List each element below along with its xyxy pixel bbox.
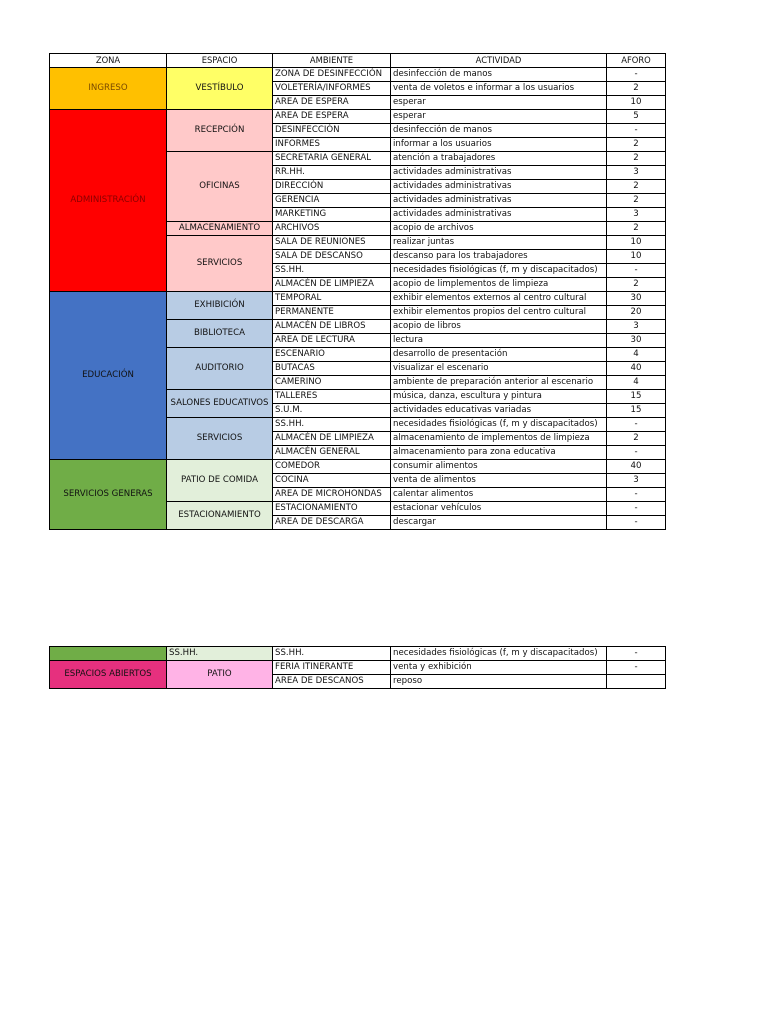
espacio-cell: ALMACENAMIENTO: [167, 222, 273, 236]
table-row: [50, 661, 666, 675]
actividad-cell: esperar: [391, 110, 607, 124]
actividad-cell: acopio de libros: [391, 320, 607, 334]
aforo-cell: -: [607, 124, 666, 138]
header-zona: ZONA: [50, 54, 167, 68]
ambiente-cell: ALMACÉN DE LIBROS: [273, 320, 391, 334]
aforo-cell: -: [607, 418, 666, 432]
open-spaces-table: [49, 646, 666, 689]
aforo-cell: 2: [607, 180, 666, 194]
header-espacio: ESPACIO: [167, 54, 273, 68]
ambiente-cell: COMEDOR: [273, 460, 391, 474]
ambiente-cell: AREA DE ESPERA: [273, 96, 391, 110]
aforo-cell: 30: [607, 334, 666, 348]
ambiente-cell: MARKETING: [273, 208, 391, 222]
actividad-cell: actividades educativas variadas: [391, 404, 607, 418]
ambiente-cell: AREA DE ESPERA: [273, 110, 391, 124]
actividad-cell: necesidades fisiológicas (f, m y discapacitados): [391, 418, 607, 432]
actividad-cell: desinfección de manos: [391, 68, 607, 82]
aforo-cell: 2: [607, 152, 666, 166]
espacio-cell: BIBLIOTECA: [167, 320, 273, 348]
ambiente-cell: CAMERINO: [273, 376, 391, 390]
espacio-cell: PATIO DE COMIDA: [167, 460, 273, 502]
aforo-cell: 3: [607, 474, 666, 488]
espacio-cell: SALONES EDUCATIVOS: [167, 390, 273, 418]
zona-cell-servicios-continued: [50, 647, 167, 661]
actividad-cell: visualizar el escenario: [391, 362, 607, 376]
actividad-cell: informar a los usuarios: [391, 138, 607, 152]
ambiente-cell: DIRECCIÓN: [273, 180, 391, 194]
actividad-cell: descanso para los trabajadores: [391, 250, 607, 264]
aforo-cell: -: [607, 68, 666, 82]
ambiente-cell: DESINFECCIÓN: [273, 124, 391, 138]
espacio-cell: RECEPCIÓN: [167, 110, 273, 152]
zona-cell-espacios-abiertos: ESPACIOS ABIERTOS: [50, 661, 167, 689]
actividad-cell: reposo: [391, 675, 607, 689]
ambiente-cell: TEMPORAL: [273, 292, 391, 306]
aforo-cell: [607, 675, 666, 689]
aforo-cell: 2: [607, 82, 666, 96]
ambiente-cell: SS.HH.: [273, 418, 391, 432]
zona-cell: INGRESO: [50, 68, 167, 110]
actividad-cell: venta de voletos e informar a los usuarios: [391, 82, 607, 96]
ambiente-cell: FERIA ITINERANTE: [273, 661, 391, 675]
aforo-cell: 4: [607, 376, 666, 390]
actividad-cell: almacenamiento para zona educativa: [391, 446, 607, 460]
zona-cell: SERVICIOS GENERAS: [50, 460, 167, 530]
ambiente-cell: ARCHIVOS: [273, 222, 391, 236]
zona-cell: ADMINISTRACIÓN: [50, 110, 167, 292]
header-aforo: AFORO: [607, 54, 666, 68]
espacio-cell: OFICINAS: [167, 152, 273, 222]
ambiente-cell: BUTACAS: [273, 362, 391, 376]
aforo-cell: 2: [607, 222, 666, 236]
ambiente-cell: VOLETERÍA/INFORMES: [273, 82, 391, 96]
aforo-cell: 2: [607, 278, 666, 292]
ambiente-cell: ZONA DE DESINFECCIÓN: [273, 68, 391, 82]
table-row: [50, 460, 666, 474]
aforo-cell: 3: [607, 320, 666, 334]
espacio-cell-ss-hh: SS.HH.: [167, 647, 273, 661]
aforo-cell: 5: [607, 110, 666, 124]
actividad-cell: actividades administrativas: [391, 180, 607, 194]
zona-cell: EDUCACIÓN: [50, 292, 167, 460]
actividad-cell: venta y exhibición: [391, 661, 607, 675]
table-row: [50, 110, 666, 124]
ambiente-cell: AREA DE DESCARGA: [273, 516, 391, 530]
aforo-cell: 15: [607, 390, 666, 404]
aforo-cell: 2: [607, 138, 666, 152]
actividad-cell: lectura: [391, 334, 607, 348]
actividad-cell: necesidades fisiológicas (f, m y discapacitados): [391, 264, 607, 278]
actividad-cell: ambiente de preparación anterior al escenario: [391, 376, 607, 390]
actividad-cell: exhibir elementos externos al centro cultural: [391, 292, 607, 306]
aforo-cell: 10: [607, 236, 666, 250]
ambiente-cell: AREA DE LECTURA: [273, 334, 391, 348]
aforo-cell: 20: [607, 306, 666, 320]
ambiente-cell: ALMACÉN DE LIMPIEZA: [273, 278, 391, 292]
ambiente-cell: AREA DE DESCANOS: [273, 675, 391, 689]
actividad-cell: almacenamiento de implementos de limpieza: [391, 432, 607, 446]
aforo-cell: -: [607, 488, 666, 502]
actividad-cell: estacionar vehículos: [391, 502, 607, 516]
actividad-cell: necesidades fisiológicas (f, m y discapacitados): [391, 647, 607, 661]
actividad-cell: consumir alimentos: [391, 460, 607, 474]
actividad-cell: esperar: [391, 96, 607, 110]
ambiente-cell: INFORMES: [273, 138, 391, 152]
aforo-cell: 15: [607, 404, 666, 418]
aforo-cell: 2: [607, 432, 666, 446]
aforo-cell: -: [607, 264, 666, 278]
actividad-cell: desarrollo de presentación: [391, 348, 607, 362]
espacio-cell: AUDITORIO: [167, 348, 273, 390]
ambiente-cell: SS.HH.: [273, 264, 391, 278]
aforo-cell: 30: [607, 292, 666, 306]
actividad-cell: realizar juntas: [391, 236, 607, 250]
header-row: [50, 54, 666, 68]
aforo-cell: 3: [607, 208, 666, 222]
ambiente-cell: PERMANENTE: [273, 306, 391, 320]
aforo-cell: 10: [607, 250, 666, 264]
ambiente-cell: ALMACÉN GENERAL: [273, 446, 391, 460]
actividad-cell: venta de alimentos: [391, 474, 607, 488]
ambiente-cell: GERENCIA: [273, 194, 391, 208]
actividad-cell: actividades administrativas: [391, 208, 607, 222]
actividad-cell: exhibir elementos propios del centro cultural: [391, 306, 607, 320]
ambiente-cell: AREA DE MICROHONDAS: [273, 488, 391, 502]
ambiente-cell: SECRETARIA GENERAL: [273, 152, 391, 166]
aforo-cell: 3: [607, 166, 666, 180]
actividad-cell: acopio de limplementos de limpieza: [391, 278, 607, 292]
espacio-cell-patio: PATIO: [167, 661, 273, 689]
table-row: [50, 647, 666, 661]
actividad-cell: atención a trabajadores: [391, 152, 607, 166]
espacio-cell: SERVICIOS: [167, 236, 273, 292]
aforo-cell: -: [607, 647, 666, 661]
space-program-body: [50, 54, 666, 530]
ambiente-cell: SALA DE DESCANSO: [273, 250, 391, 264]
aforo-cell: 4: [607, 348, 666, 362]
actividad-cell: calentar alimentos: [391, 488, 607, 502]
table-row: [50, 68, 666, 82]
espacio-cell: VESTÍBULO: [167, 68, 273, 110]
ambiente-cell: RR.HH.: [273, 166, 391, 180]
ambiente-cell: COCINA: [273, 474, 391, 488]
aforo-cell: -: [607, 446, 666, 460]
aforo-cell: -: [607, 661, 666, 675]
espacio-cell: SERVICIOS: [167, 418, 273, 460]
actividad-cell: música, danza, escultura y pintura: [391, 390, 607, 404]
header-actividad: ACTIVIDAD: [391, 54, 607, 68]
aforo-cell: -: [607, 502, 666, 516]
aforo-cell: 40: [607, 460, 666, 474]
actividad-cell: acopio de archivos: [391, 222, 607, 236]
actividad-cell: actividades administrativas: [391, 194, 607, 208]
actividad-cell: desinfección de manos: [391, 124, 607, 138]
aforo-cell: -: [607, 516, 666, 530]
space-program-table: [49, 53, 666, 530]
ambiente-cell: SS.HH.: [273, 647, 391, 661]
actividad-cell: descargar: [391, 516, 607, 530]
ambiente-cell: TALLERES: [273, 390, 391, 404]
aforo-cell: 10: [607, 96, 666, 110]
ambiente-cell: S.U.M.: [273, 404, 391, 418]
ambiente-cell: ALMACÉN DE LIMPIEZA: [273, 432, 391, 446]
ambiente-cell: SALA DE REUNIONES: [273, 236, 391, 250]
header-ambiente: AMBIENTE: [273, 54, 391, 68]
aforo-cell: 40: [607, 362, 666, 376]
espacio-cell: ESTACIONAMIENTO: [167, 502, 273, 530]
actividad-cell: actividades administrativas: [391, 166, 607, 180]
ambiente-cell: ESTACIONAMIENTO: [273, 502, 391, 516]
table-row: [50, 292, 666, 306]
espacio-cell: EXHIBICIÓN: [167, 292, 273, 320]
aforo-cell: 2: [607, 194, 666, 208]
ambiente-cell: ESCENARIO: [273, 348, 391, 362]
